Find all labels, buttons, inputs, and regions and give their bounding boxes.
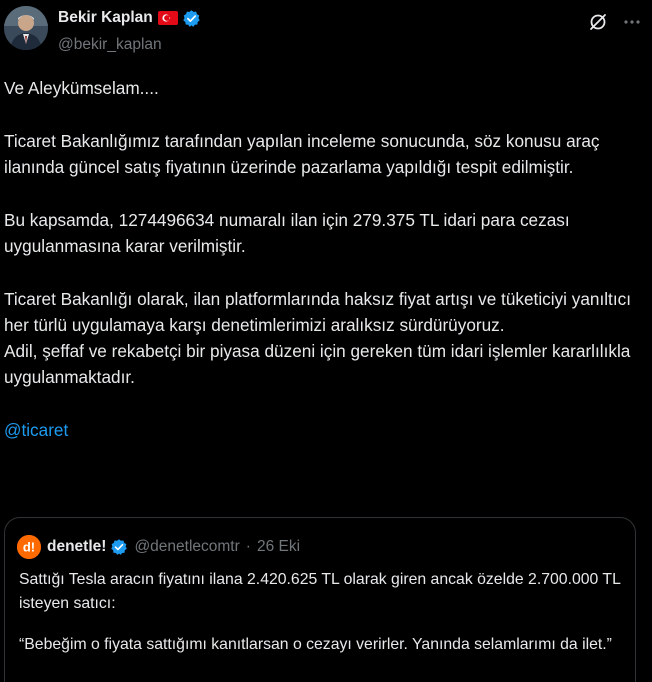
quoted-post-text: [19, 568, 623, 657]
post-body: [4, 75, 636, 443]
quoted-separator: ·: [245, 538, 251, 555]
post-paragraph-3: Ticaret Bakanlığı olarak, ilan platformlarında haksız fiyat artışı ve tüketiciyi yanıltıcı her türlü uygulamaya karşı denetimlerimizi aralıksız sürdürüyoruz.: [4, 289, 631, 335]
author-avatar[interactable]: [4, 6, 48, 50]
post-paragraph-4: Adil, şeffaf ve rekabetçi bir piyasa düzeni için gereken tüm idari işlemler kararlılıkla uygulanmaktadır.: [4, 341, 631, 387]
avatar-photo: [4, 6, 48, 50]
author-handle[interactable]: @bekir_kaplan: [58, 36, 162, 53]
mention-link[interactable]: @ticaret: [4, 420, 69, 440]
quoted-display-name[interactable]: denetle!: [47, 538, 107, 555]
quoted-post[interactable]: [4, 517, 636, 682]
verified-badge-icon[interactable]: [182, 9, 201, 28]
quoted-author-avatar[interactable]: [17, 535, 41, 559]
quoted-date[interactable]: 26 Eki: [256, 538, 301, 555]
quoted-handle[interactable]: @denetlecomtr: [134, 538, 240, 555]
post-greeting: Ve Aleykümselam....: [4, 78, 159, 98]
quoted-text-2: “Bebeğim o fiyata sattığımı kanıtlarsan o cezayı verirler. Yanında selamlarımı da ilet.”: [19, 636, 612, 653]
quoted-post-header: [17, 535, 300, 559]
post-actions: [588, 12, 642, 32]
quoted-avatar-letter: d!: [22, 539, 36, 555]
author-display-name[interactable]: Bekir Kaplan: [58, 9, 153, 26]
author-block: [58, 8, 201, 54]
post-paragraph-2: Bu kapsamda, 1274496634 numaralı ilan için 279.375 TL idari para cezası uygulanmasına karar verilmiştir.: [4, 210, 570, 256]
post-paragraph-1: Ticaret Bakanlığımız tarafından yapılan inceleme sonucunda, söz konusu araç ilanında güncel satış fiyatının üzerinde pazarlama yapıldığı tespit edilmiştir.: [4, 131, 600, 177]
verified-badge-icon: [110, 538, 128, 556]
grok-icon[interactable]: [588, 12, 608, 32]
turkey-flag-icon: [158, 11, 178, 25]
more-options-icon[interactable]: [622, 12, 642, 32]
quoted-text-1: Sattığı Tesla aracın fiyatını ilana 2.420.625 TL olarak giren ancak özelde 2.700.000 TL isteyen satıcı:: [19, 571, 621, 612]
